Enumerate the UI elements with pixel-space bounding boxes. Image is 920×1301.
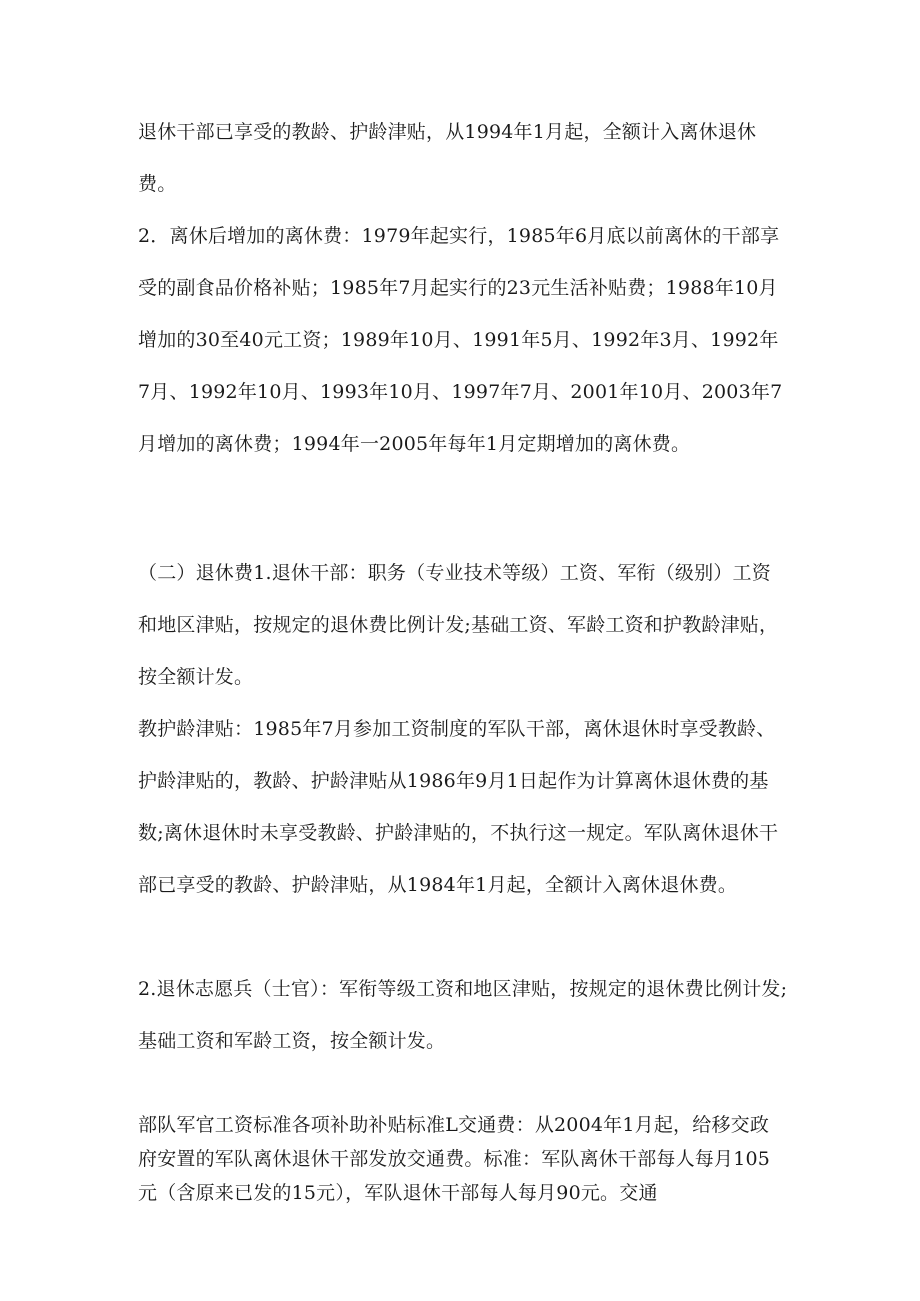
paragraph-transport-allowance: 部队军官工资标准各项补助补贴标准L交通费：从2004年1月起，给移交政府安置的军队离休退休干部发放交通费。标准：军队离休干部每人每月105元（含原来已发的15元），军队退休干部每人每月90元。交通 bbox=[138, 1114, 771, 1204]
paragraph-retirement-pay-cadres: （二）退休费1.退休干部：职务（专业技术等级）工资、军衔（级别）工资和地区津贴，按规定的退休费比例计发;基础工资、军龄工资和护教龄津贴，按全额计发。 bbox=[138, 562, 779, 688]
paragraph-teaching-nursing-allowance-1994: 退休干部已享受的教龄、护龄津贴，从1994年1月起，全额计入离休退休费。 bbox=[138, 121, 757, 195]
paragraph-teaching-nursing-allowance: 教护龄津贴：1985年7月参加工资制度的军队干部，离休退休时享受教龄、护龄津贴的，教龄、护龄津贴从1986年9月1日起作为计算离休退休费的基数;离休退休时未享受教龄、护龄津贴的，不执行这一规定。军队离休退休干部已享受的教龄、护龄津贴，从1984年1月起，全额计入离休退休费。 bbox=[138, 718, 779, 896]
paragraph-retired-volunteer-soldiers: 2.退休志愿兵（士官）：军衔等级工资和地区津贴，按规定的退休费比例计发;基础工资和军龄工资，按全额计发。 bbox=[138, 978, 788, 1052]
paragraph-post-retirement-increase: 2．离休后增加的离休费：1979年起实行，1985年6月底以前离休的干部享受的副食品价格补贴；1985年7月起实行的23元生活补贴费；1988年10月增加的30至40元工资；1989年10月、1991年5月、1992年3月、1992年7月、1992年10月、1993年10月、1997年7月、2001年10月、2003年7月增加的离休费；1994年一2005年每年1月定期增加的离休费。 bbox=[138, 225, 783, 455]
